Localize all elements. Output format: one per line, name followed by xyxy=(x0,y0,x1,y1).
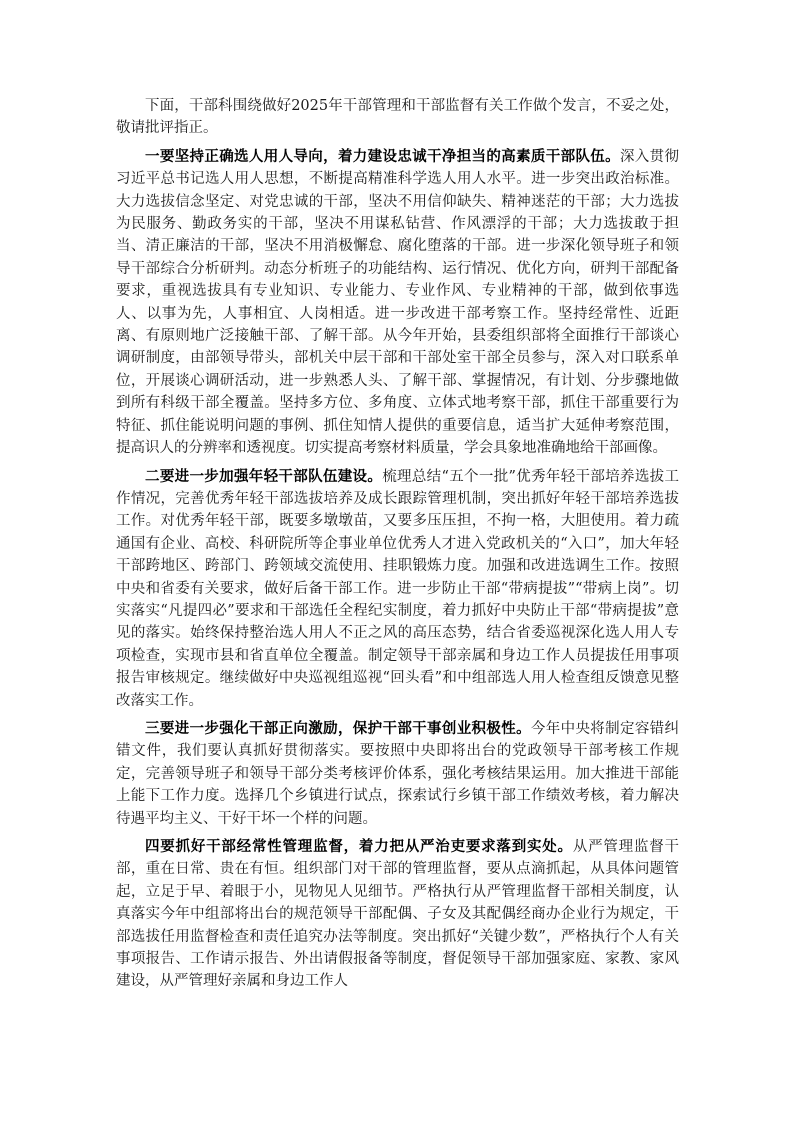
section-2-lead: 二要进一步加强年轻干部队伍建设。 xyxy=(145,467,383,485)
section-1-body: 深入贯彻习近平总书记选人用人思想，不断提高精准科学选人用人水平。进一步突出政治标准。大力选拔信念坚定、对党忠诚的干部，坚决不用信仰缺失、精神迷茫的干部；大力选拔为民服务、勤政务实的干部，坚决不用谋私钻营、作风漂浮的干部；大力选拔敢于担当、清正廉洁的干部，坚决不用消极懈怠、腐化堕落的干部。进一步深化领导班子和领导干部综合分析研判。动态分析班子的功能结构、运行情况、优化方向，研判干部配备要求，重视选拔具有专业知识、专业能力、专业作风、专业精神的干部，做到依事选人、以事为先，人事相宜、人岗相适。进一步改进干部考察工作。坚持经常性、近距离、有原则地广泛接触干部、了解干部。从今年开始，县委组织部将全面推行干部谈心调研制度，由部领导带头，部机关中层干部和干部处室干部全员参与，深入对口联系单位，开展谈心调研活动，进一步熟悉人头、了解干部、掌握情况，有计划、分步骤地做到所有科级干部全覆盖。坚持多方位、多角度、立体式地考察干部，抓住干部重要行为特征、抓住能说明问题的事例、抓住知情人提供的重要信息，适当扩大延伸考察范围，提高识人的分辨率和透视度。切实提高考察材料质量，学会具象地准确地给干部画像。 xyxy=(116,148,679,457)
section-1-paragraph xyxy=(116,146,679,460)
section-2-paragraph xyxy=(116,466,679,712)
section-2-body: 梳理总结“五个一批”优秀年轻干部培养选拔工作情况，完善优秀年轻干部选拔培养及成长跟踪管理机制，突出抓好年轻干部培养选拔工作。对优秀年轻干部，既要多墩墩苗，又要多压压担，不拘一格，大胆使用。着力疏通国有企业、高校、科研院所等企事业单位优秀人才进入党政机关的“入口”，加大年轻干部跨地区、跨部门、跨领域交流使用、挂职锻炼力度。加强和改进选调生工作。按照中央和省委有关要求，做好后备干部工作。进一步防止干部“带病提拔”“带病上岗”。切实落实“凡提四必”要求和干部选任全程纪实制度，着力抓好中央防止干部“带病提拔”意见的落实。始终保持整治选人用人不正之风的高压态势，结合省委巡视深化选人用人专项检查，实现市县和省直单位全覆盖。制定领导干部亲属和身边工作人员提拔任用事项报告审核规定。继续做好中央巡视组巡视“回头看”和中组部选人用人检查组反馈意见整改落实工作。 xyxy=(116,468,679,709)
intro-paragraph xyxy=(116,95,679,140)
section-4-lead: 四要抓好干部经常性管理监督，着力把从严治吏要求落到实处。 xyxy=(145,838,573,855)
section-1-lead: 一要坚持正确选人用人导向，着力建设忠诚干净担当的高素质干部队伍。 xyxy=(145,147,620,165)
section-4-body: 从严管理监督干部，重在日常、贵在有恒。组织部门对干部的管理监督，要从点滴抓起，从具体问题管起，立足于早、着眼于小，见物见人见细节。严格执行从严管理监督干部相关制度，认真落实今年中组部将出台的规范领导干部配偶、子女及其配偶经商办企业行为规定，干部选拔任用监督检查和责任追究办法等制度。突出抓好“关键少数”，严格执行个人有关事项报告、工作请示报告、外出请假报备等制度，督促领导干部加强家庭、家教、家风建设，从严管理好亲属和身边工作人 xyxy=(116,839,680,990)
section-3-paragraph xyxy=(116,718,679,830)
section-3-lead: 三要进一步强化干部正向激励，保护干部干事创业积极性。 xyxy=(145,719,531,737)
section-4-paragraph xyxy=(116,836,679,993)
document-page xyxy=(116,95,679,999)
section-3-body: 今年中央将制定容错纠错文件，我们要认真抓好贯彻落实。要按照中央即将出台的党政领导干部考核工作规定，完善领导班子和领导干部分类考核评价体系，强化考核结果运用。加大推进干部能上能下工作力度。选择几个乡镇进行试点，探索试行乡镇干部工作绩效考核，着力解决待遇平均主义、干好干坏一个样的问题。 xyxy=(116,720,680,827)
intro-text: 下面，干部科围绕做好2025年干部管理和干部监督有关工作做个发言，不妥之处，敬请批评指正。 xyxy=(116,98,679,137)
